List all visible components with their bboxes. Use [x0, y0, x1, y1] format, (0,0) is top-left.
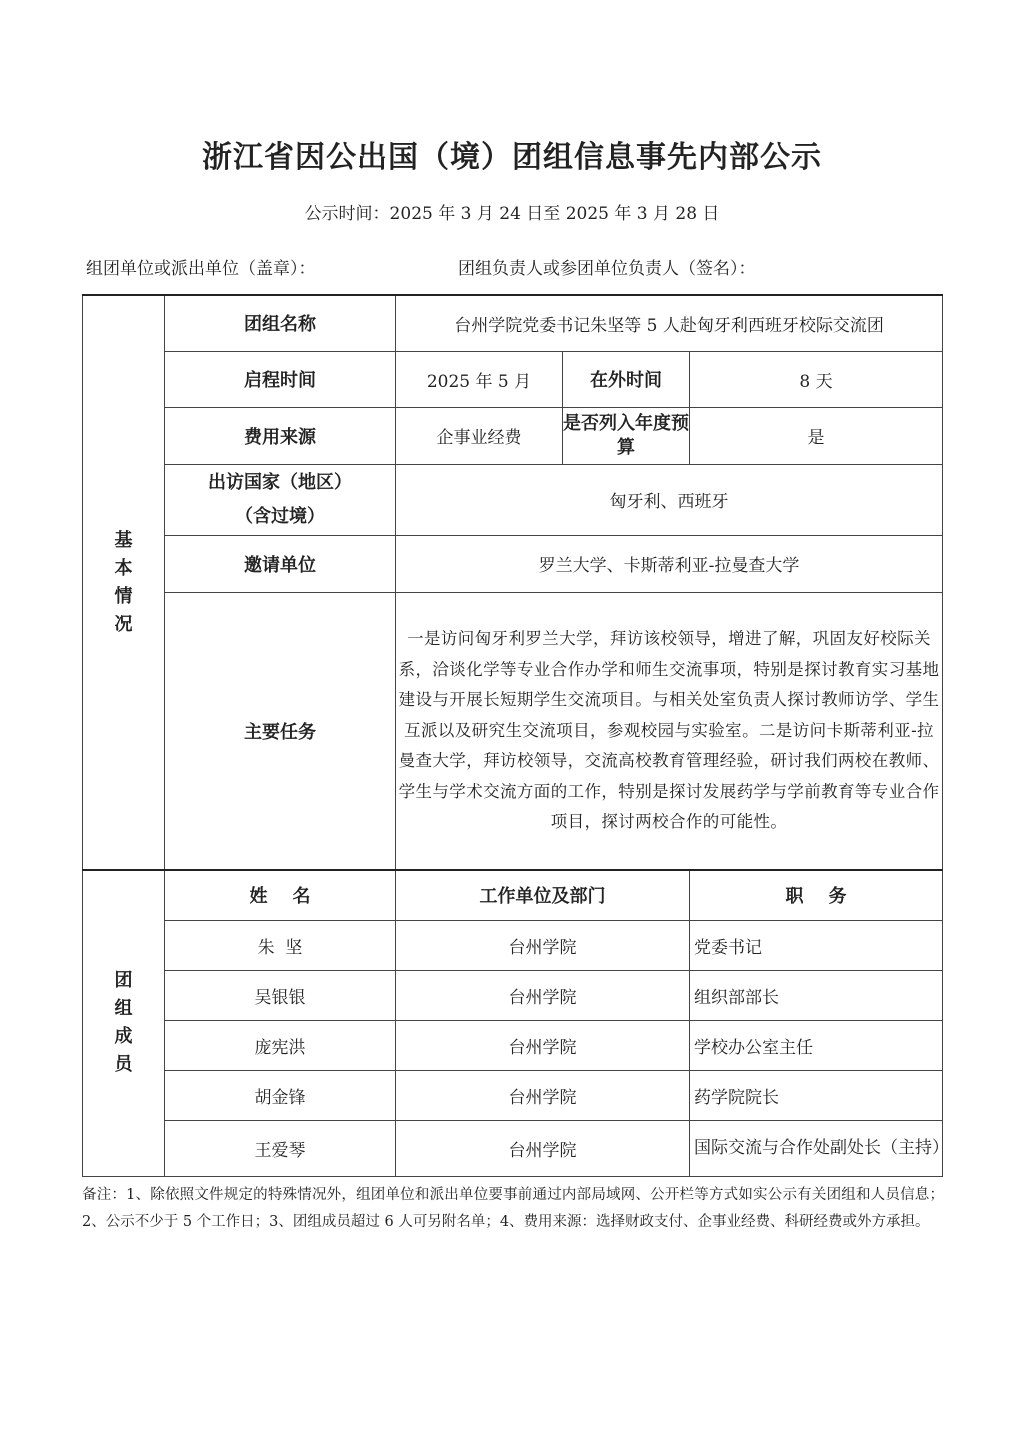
notice-table [82, 294, 949, 1177]
member-name: 吴银银 [165, 970, 396, 1020]
countries-value: 匈牙利、西班牙 [396, 464, 943, 535]
countries-label: 出访国家（地区） （含过境） [165, 464, 396, 535]
funding-label: 费用来源 [165, 407, 396, 464]
member-name: 朱 坚 [165, 920, 396, 970]
inviter-value: 罗兰大学、卡斯蒂利亚-拉曼查大学 [396, 535, 943, 592]
member-unit: 台州学院 [396, 1020, 690, 1070]
member-row [83, 1070, 943, 1120]
departure-value: 2025 年 5 月 [396, 351, 563, 407]
section-basic: 基本情况 [83, 295, 165, 870]
member-title: 药学院院长 [690, 1070, 943, 1120]
member-row [83, 970, 943, 1020]
member-title: 组织部部长 [690, 970, 943, 1020]
row-departure [83, 351, 943, 407]
abroad-label: 在外时间 [563, 351, 690, 407]
funding-value: 企事业经费 [396, 407, 563, 464]
member-row [83, 1020, 943, 1070]
members-header-row [83, 870, 943, 920]
member-row [83, 920, 943, 970]
org-unit-label: 组团单位或派出单位（盖章）： [86, 259, 316, 279]
row-countries [83, 464, 943, 535]
member-unit: 台州学院 [396, 970, 690, 1020]
group-name-value: 台州学院党委书记朱坚等 5 人赴匈牙利西班牙校际交流团 [396, 295, 943, 351]
member-title: 国际交流与合作处副处长（主持） [690, 1120, 943, 1176]
member-name: 庞宪洪 [165, 1020, 396, 1070]
member-name: 王爱琴 [165, 1120, 396, 1176]
section-members: 团组成员 [83, 870, 165, 1176]
group-name-label: 团组名称 [165, 295, 396, 351]
member-row [83, 1120, 943, 1176]
member-unit: 台州学院 [396, 920, 690, 970]
notice-period: 公示时间：2025 年 3 月 24 日至 2025 年 3 月 28 日 [304, 204, 720, 224]
row-tasks [83, 592, 943, 870]
header-name: 姓 名 [165, 870, 396, 920]
row-group-name [83, 295, 943, 351]
budget-label: 是否列入年度预算 [563, 407, 690, 464]
header-unit: 工作单位及部门 [396, 870, 690, 920]
member-title: 学校办公室主任 [690, 1020, 943, 1070]
footnote: 备注：1、除依照文件规定的特殊情况外，组团单位和派出单位要事前通过内部局域网、公开栏等方式如实公示有关团组和人员信息；2、公示不少于 5 个工作日；3、团组成员超过 6 人可另附名单；4、费用来源：选择财政支付、企事业经费、科研经费或外方承担。 [82, 1187, 944, 1230]
member-title: 党委书记 [690, 920, 943, 970]
tasks-label: 主要任务 [165, 592, 396, 870]
abroad-value: 8 天 [690, 351, 943, 407]
inviter-label: 邀请单位 [165, 535, 396, 592]
page-title: 浙江省因公出国（境）团组信息事先内部公示 [202, 140, 822, 175]
row-inviter [83, 535, 943, 592]
header-title: 职 务 [690, 870, 943, 920]
signature-line [86, 254, 946, 279]
tasks-value: 一是访问匈牙利罗兰大学，拜访该校领导，增进了解，巩固友好校际关系，洽谈化学等专业合作办学和师生交流事项，特别是探讨教育实习基地建设与开展长短期学生交流项目。与相关处室负责人探讨教师访学、学生互派以及研究生交流项目，参观校园与实验室。二是访问卡斯蒂利亚-拉曼查大学，拜访校领导，交流高校教育管理经验，研讨我们两校在教师、学生与学术交流方面的工作，特别是探讨发展药学与学前教育等专业合作项目，探讨两校合作的可能性。 [396, 592, 943, 870]
leader-label: 团组负责人或参团单位负责人（签名）： [458, 259, 756, 279]
member-name: 胡金锋 [165, 1070, 396, 1120]
departure-label: 启程时间 [165, 351, 396, 407]
row-funding [83, 407, 943, 464]
member-unit: 台州学院 [396, 1120, 690, 1176]
member-unit: 台州学院 [396, 1070, 690, 1120]
budget-value: 是 [690, 407, 943, 464]
